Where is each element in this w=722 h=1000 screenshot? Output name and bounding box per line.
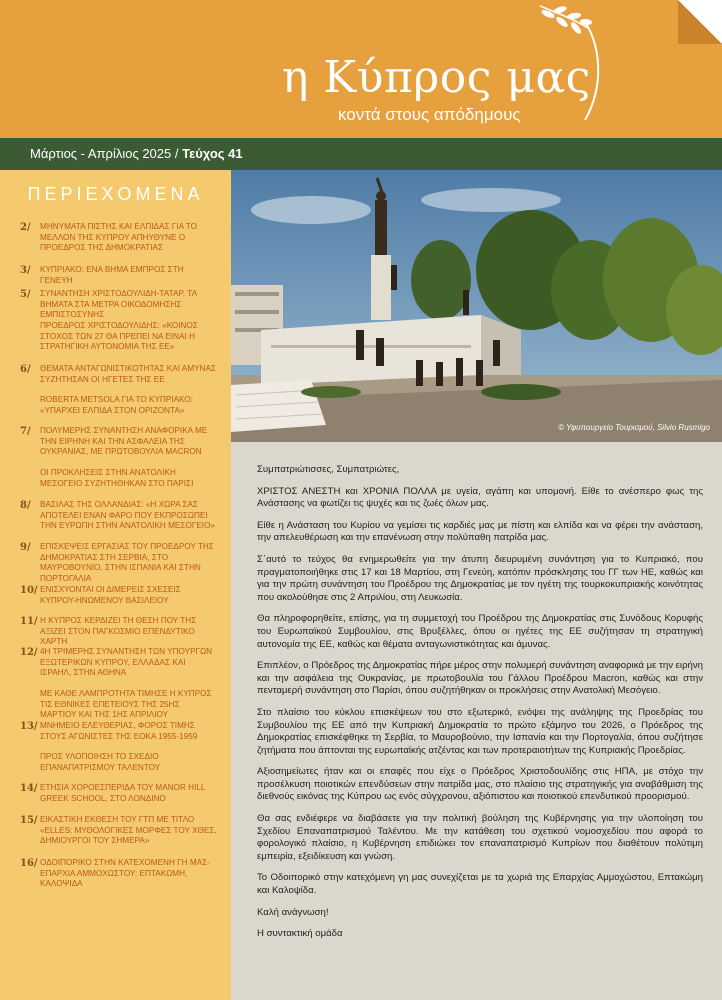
issue-number: Τεύχος 41 <box>182 146 243 161</box>
toc-item-title: ΚΥΠΡΙΑΚΟ: ΕΝΑ ΒΗΜΑ ΕΜΠΡΟΣ ΣΤΗ ΓΕΝΕΥΗ <box>40 265 184 285</box>
toc-item-title: ΕΤΗΣΙΑ ΧΟΡΟΕΣΠΕΡΙΔΑ ΤΟΥ MANOR HILL GREEK SCHOOL, ΣΤΟ ΛΟΝΔΙΝΟ <box>40 783 206 803</box>
paragraph: Το Οδοιπορικό στην κατεχόμενη γη μας συνεχίζεται με τα χωριά της Επαρχίας Αμμοχώστου, Επτακώμη και Καλοψίδα. <box>257 872 703 897</box>
toc-item-title: ΜΕ ΚΑΘΕ ΛΑΜΠΡΟΤΗΤΑ ΤΙΜΗΣΕ Η ΚΥΠΡΟΣ ΤΙΣ ΕΘΝΙΚΕΣ ΕΠΕΤΕΙΟΥΣ ΤΗΣ 25ΗΣ ΜΑΡΤΙΟΥ ΚΑΙ ΤΗΣ 1ΗΣ ΑΠΡΙΛΙΟΥ <box>40 689 212 719</box>
greeting: Συμπατριώτισσες, Συμπατριώτες, <box>257 464 400 475</box>
photo-credit: © Υφυπουργείο Τουρισμού, Silvio Rusmigo <box>558 423 710 432</box>
toc-heading: ΠΕΡΙΕΧΟΜΕΝΑ <box>27 184 204 204</box>
toc-item-title: ΟΔΟΙΠΟΡΙΚΟ ΣΤΗΝ ΚΑΤΕΧΟΜΕΝΗ ΓΗ ΜΑΣ-ΕΠΑΡΧΙΑ ΑΜΜΟΧΩΣΤΟΥ: ΕΠΤΑΚΩΜΗ, ΚΑΛΟΨΙΔΑ <box>40 858 210 888</box>
paragraph: ΧΡΙΣΤΟΣ ΑΝΕΣΤΗ και ΧΡΟΝΙΑ ΠΟΛΛΑ με υγεία, αγάπη και υπομονή. Είθε το ανέσπερο φως της Ανάστασης να φωτίζει τις ψυχές και τις ζωές όλων μας. <box>257 485 703 510</box>
toc-page-number: 14/ <box>20 783 38 794</box>
toc-page-number: 3/ <box>20 265 31 276</box>
issue-dates: Μάρτιος - Απρίλιος 2025 / <box>30 146 183 161</box>
toc-page-number: 6/ <box>20 364 31 375</box>
paragraph: Επιπλέον, ο Πρόεδρος της Δημοκρατίας πήρε μέρος στην πολυμερή συνάντηση αναφορικά με την ειρήνη και την ασφάλεια της Ουκρανίας, με πρωτοβουλία του Γάλλου Προέδρου Macron, καθώς και στην πενταμερή συνάντηση στο Παρίσι, όπου συζητήθηκαν οι προκλήσεις στην Ανατολική Μεσόγειο. <box>257 660 703 697</box>
toc-page-number: 7/ <box>20 426 31 437</box>
signature: Η συντακτική ομάδα <box>257 928 343 940</box>
toc-page-number: 5/ <box>20 289 31 300</box>
toc-page-number: 10/ <box>20 585 38 596</box>
masthead <box>0 0 722 138</box>
issue-bar <box>0 138 722 170</box>
paragraph: Αξιοσημείωτες ήταν και οι επαφές που είχε ο Πρόεδρος Χριστοδουλίδης στις ΗΠΑ, με στόχο την προσέλκυση ποιοτικών επενδύσεων στην πατρίδα μας, στο πλαίσιο της στρατηγικής για αναβάθμιση της διεθνούς εικόνας της Κύπρου ως ενός σύγχρονου, αξιόπιστου και ποιοτικού επενδυτικού προορισμού. <box>257 766 703 803</box>
toc-item-title: ΜΝΗΜΕΙΟ ΕΛΕΥΘΕΡΙΑΣ, ΦΟΡΟΣ ΤΙΜΗΣ ΣΤΟΥΣ ΑΓΩΝΙΣΤΕΣ ΤΗΣ ΕΟΚΑ 1955-1959 <box>40 721 198 741</box>
paragraph: Είθε η Ανάσταση του Κυρίου να γεμίσει τις καρδιές μας με πίστη και ελπίδα και να φέρει την ανάσταση, την απελευθέρωση και την επανένωση στην πολύπαθη πατρίδα μας. <box>257 519 703 544</box>
toc-item-title: 4Η ΤΡΙΜΕΡΗΣ ΣΥΝΑΝΤΗΣΗ ΤΩΝ ΥΠΟΥΡΓΩΝ ΕΞΩΤΕΡΙΚΩΝ ΚΥΠΡΟΥ, ΕΛΛΑΔΑΣ ΚΑΙ ΙΣΡΑΗΛ, ΣΤΗΝ ΑΘΗΝΑ <box>40 647 213 677</box>
toc-item-title: Η ΚΥΠΡΟΣ ΚΕΡΔΙΖΕΙ ΤΗ ΘΕΣΗ ΠΟΥ ΤΗΣ ΑΞΙΖΕΙ ΣΤΟΝ ΠΑΓΚΟΣΜΙΟ ΕΠΕΝΔΥΤΙΚΟ ΧΑΡΤΗ <box>40 616 197 646</box>
toc-page-number: 12/ <box>20 647 38 658</box>
toc-item-title: ΜΗΝΥΜΑΤΑ ΠΙΣΤΗΣ ΚΑΙ ΕΛΠΙΔΑΣ ΓΙΑ ΤΟ ΜΕΛΛΟΝ ΤΗΣ ΚΥΠΡΟΥ ΑΠΗΥΘΥΝΕ Ο ΠΡΟΕΔΡΟΣ ΤΗΣ ΔΗΜΟΚΡΑΤΙΑΣ <box>40 222 197 252</box>
paragraph: Θα πληροφορηθείτε, επίσης, για τη συμμετοχή του Προέδρου της Δημοκρατίας στις Συνόδους Κορυφής του Ευρωπαϊκού Συμβουλίου, στις Βρυξέλλες, όπου οι ηγέτες της ΕΕ συζήτησαν τη στρατηγική αυτονομία της ΕΕ, καθώς και θέματα ανταγωνιστικότητας και άμυνας. <box>257 613 703 650</box>
toc-page-number: 11/ <box>20 616 38 627</box>
toc-item-title: ΠΡΟΕΔΡΟΣ ΧΡΙΣΤΟΔΟΥΛΙΔΗΣ: «ΚΟΙΝΟΣ ΣΤΟΧΟΣ ΤΩΝ 27 ΘΑ ΠΡΕΠΕΙ ΝΑ ΕΙΝΑΙ Η ΣΤΡΑΤΗΓΙΚΗ ΑΥΤΟΝΟΜΙΑ ΤΗΣ ΕΕ» <box>40 321 198 351</box>
page-fold-shadow <box>678 0 722 44</box>
toc-item-title: ROBERTA METSOLA ΓΙΑ ΤΟ ΚΥΠΡΙΑΚΟ: «ΥΠΑΡΧΕΙ ΕΛΠΙΔΑ ΣΤΟΝ ΟΡΙΖΟΝΤΑ» <box>40 395 193 415</box>
toc-item-title: ΕΝΙΣΧΥΟΝΤΑΙ ΟΙ ΔΙΜΕΡΕΙΣ ΣΧΕΣΕΙΣ ΚΥΠΡΟΥ-ΗΝΩΜΕΝΟΥ ΒΑΣΙΛΕΙΟΥ <box>40 585 181 605</box>
toc-item-title: ΒΑΣΙΛΑΣ ΤΗΣ ΟΛΛΑΝΔΙΑΣ: «Η ΧΩΡΑ ΣΑΣ ΑΠΟΤΕΛΕΙ ΕΝΑΝ ΦΑΡΟ ΠΟΥ ΕΚΠΡΟΣΩΠΕΙ ΤΗΝ ΕΥΡΩΠΗ ΣΤΗΝ ΑΝΑΤΟΛΙΚΗ ΜΕΣΟΓΕΙΟ» <box>40 500 215 530</box>
paragraph: Στο πλαίσιο του κύκλου επισκέψεων του στο εξωτερικό, ενόψει της ανάληψης της Προεδρίας του Συμβουλίου της ΕΕ από την Κυπριακή Δημοκρατία το πρώτο εξάμηνο του 2026, ο Πρόεδρος της Δημοκρατίας επισκέφθηκε τη Σερβία, το Μαυροβούνιο, την Ισπανία και την Πορτογαλία, όπου συζήτησε ζητήματα που άπτονται της ευρωπαϊκής ατζέντας και των προτεραιοτήτων της Κυπριακής Προεδρίας. <box>257 706 703 756</box>
toc-page-number: 9/ <box>20 542 31 553</box>
table-of-contents <box>0 170 231 1000</box>
toc-page-number: 2/ <box>20 222 31 233</box>
toc-item-title: ΠΟΛΥΜΕΡΗΣ ΣΥΝΑΝΤΗΣΗ ΑΝΑΦΟΡΙΚΑ ΜΕ ΤΗΝ ΕΙΡΗΝΗ ΚΑΙ ΤΗΝ ΑΣΦΑΛΕΙΑ ΤΗΣ ΟΥΚΡΑΝΙΑΣ, ΜΕ ΠΡΩΤΟΒΟΥΛΙΑ MACRON <box>40 426 208 456</box>
magazine-title: η Κύπρος μας <box>282 52 591 103</box>
toc-page-number: 15/ <box>20 815 38 826</box>
toc-item-title: ΘΕΜΑΤΑ ΑΝΤΑΓΩΝΙΣΤΙΚΟΤΗΤΑΣ ΚΑΙ ΑΜΥΝΑΣ ΣΥΖΗΤΗΣΑΝ ΟΙ ΗΓΕΤΕΣ ΤΗΣ ΕΕ <box>40 364 216 384</box>
magazine-subtitle: κοντά στους απόδημους <box>338 105 521 124</box>
toc-item-title: ΕΙΚΑΣΤΙΚΗ ΕΚΘΕΣΗ ΤΟΥ ΓΤΠ ΜΕ ΤΙΤΛΟ «ELLES: ΜΥΘΟΛΟΓΙΚΕΣ ΜΟΡΦΕΣ ΤΟΥ ΧΘΕΣ, ΔΗΜΙΟΥΡΓΟΙ ΤΟΥ ΣΗΜΕΡΑ» <box>40 815 217 845</box>
paragraph: Σ΄αυτό το τεύχος θα ενημερωθείτε για την άτυπη διευρυμένη συνάντηση για το Κυπριακό, που πραγματοποιήθηκε στις 17 και 18 Μαρτίου, στη Γενεύη, κατόπιν πρόσκλησης του ΓΓ των ΗΕ, καθώς και για την πρώτη συνάντηση του Προέδρου της Δημοκρατίας με τον ηγέτη της τουρκοκυπριακής κοινότητας που ακολούθησε στις 2 Απριλίου, στη Λευκωσία. <box>257 553 703 603</box>
editorial-article <box>231 442 722 1000</box>
sign-off: Καλή ανάγνωση! <box>257 906 329 918</box>
toc-page-number: 8/ <box>20 500 31 511</box>
toc-page-number: 16/ <box>20 858 38 869</box>
article-body <box>257 464 703 950</box>
toc-item-title: ΕΠΙΣΚΕΨΕΙΣ ΕΡΓΑΣΙΑΣ ΤΟΥ ΠΡΟΕΔΡΟΥ ΤΗΣ ΔΗΜΟΚΡΑΤΙΑΣ ΣΤΗ ΣΕΡΒΙΑ, ΣΤΟ ΜΑΥΡΟΒΟΥΝΙΟ, ΣΤΗΝ ΙΣΠΑΝΙΑ ΚΑΙ ΣΤΗΝ ΠΟΡΤΟΓΑΛΙΑ <box>40 542 214 583</box>
liberty-monument-photo <box>231 170 722 442</box>
paragraph: Θα σας ενδιέφερε να διαβάσετε για την πολιτική βούληση της Κυβέρνησης για την υλοποίηση του Σχεδίου Επαναπατρισμού Ταλέντου. Με την κατάθεση του σχετικού νομοσχεδίου που αφορά το φορολογικό πλαίσιο, η Κυβέρνηση επιδιώκει τον επαναπατρισμό Κυπρίων που διαθέτουν πολύτιμη εμπειρία, εξειδίκευση και γνώση. <box>257 813 703 862</box>
toc-item-title: ΣΥΝΑΝΤΗΣΗ ΧΡΙΣΤΟΔΟΥΛΙΔΗ-ΤΑΤΑΡ, ΤΑ ΒΗΜΑΤΑ ΣΤΑ ΜΕΤΡΑ ΟΙΚΟΔΟΜΗΣΗΣ ΕΜΠΙΣΤΟΣΥΝΗΣ <box>40 289 197 319</box>
toc-item-title: ΠΡΟΣ ΥΛΟΠΟΙΗΣΗ ΤΟ ΣΧΕΔΙΟ ΕΠΑΝΑΠΑΤΡΙΣΜΟΥ ΤΑΛΕΝΤΟΥ <box>40 752 161 772</box>
monument-illustration <box>231 170 722 442</box>
toc-page-number: 13/ <box>20 721 38 732</box>
toc-item-title: ΟΙ ΠΡΟΚΛΗΣΕΙΣ ΣΤΗΝ ΑΝΑΤΟΛΙΚΗ ΜΕΣΟΓΕΙΟ ΣΥΖΗΤΗΘΗΚΑΝ ΣΤΟ ΠΑΡΙΣΙ <box>40 468 194 488</box>
